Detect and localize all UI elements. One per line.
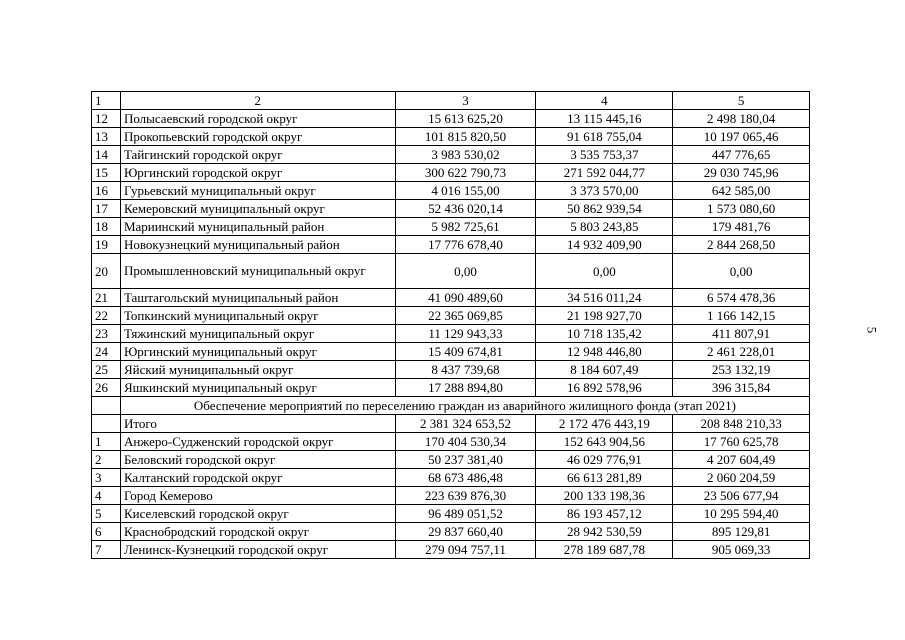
table-row: [92, 164, 810, 182]
value-col-4: 13 115 445,16: [536, 110, 673, 128]
table-row: [92, 343, 810, 361]
rows-group-c: [92, 433, 810, 559]
header-col-1: 1: [92, 92, 121, 110]
row-number: 7: [92, 541, 121, 559]
table-row: [92, 110, 810, 128]
municipality-name: Кемеровский муниципальный округ: [120, 200, 395, 218]
table-row: [92, 289, 810, 307]
table-row: [92, 433, 810, 451]
row-number: 19: [92, 236, 121, 254]
row-number: 5: [92, 505, 121, 523]
value-col-5: 6 574 478,36: [673, 289, 810, 307]
row-number: 3: [92, 469, 121, 487]
table-row: [92, 379, 810, 397]
row-number: 18: [92, 218, 121, 236]
value-col-3: 300 622 790,73: [395, 164, 536, 182]
value-col-5: 0,00: [673, 254, 810, 289]
table-row: [92, 128, 810, 146]
value-col-3: 4 016 155,00: [395, 182, 536, 200]
value-col-3: 68 673 486,48: [395, 469, 536, 487]
value-col-3: 223 639 876,30: [395, 487, 536, 505]
row-number: 17: [92, 200, 121, 218]
municipality-name: Гурьевский муниципальный округ: [120, 182, 395, 200]
table-row: [92, 146, 810, 164]
row-number: 1: [92, 433, 121, 451]
value-col-5: 895 129,81: [673, 523, 810, 541]
value-col-3: 5 982 725,61: [395, 218, 536, 236]
municipality-name: Мариинский муниципальный район: [120, 218, 395, 236]
value-col-5: 1 573 080,60: [673, 200, 810, 218]
total-col-5: 208 848 210,33: [673, 415, 810, 433]
municipality-name: Тайгинский городской округ: [120, 146, 395, 164]
section-title: Обеспечение мероприятий по переселению граждан из аварийного жилищного фонда (этап 2021): [120, 397, 809, 415]
rows-group-b: [92, 289, 810, 397]
value-col-3: 101 815 820,50: [395, 128, 536, 146]
value-col-3: 50 237 381,40: [395, 451, 536, 469]
budget-table: [91, 91, 810, 559]
value-col-4: 50 862 939,54: [536, 200, 673, 218]
row-number: 13: [92, 128, 121, 146]
header-col-3: 3: [395, 92, 536, 110]
row-number: 20: [92, 254, 121, 289]
value-col-5: 29 030 745,96: [673, 164, 810, 182]
table-row: [92, 182, 810, 200]
table-row: [92, 361, 810, 379]
header-row: [92, 92, 810, 110]
value-col-5: 4 207 604,49: [673, 451, 810, 469]
value-col-5: 447 776,65: [673, 146, 810, 164]
table-row: [92, 236, 810, 254]
total-col-4: 2 172 476 443,19: [536, 415, 673, 433]
header-col-4: 4: [536, 92, 673, 110]
value-col-4: 8 184 607,49: [536, 361, 673, 379]
row-number: 21: [92, 289, 121, 307]
value-col-3: 11 129 943,33: [395, 325, 536, 343]
value-col-3: 41 090 489,60: [395, 289, 536, 307]
value-col-4: 14 932 409,90: [536, 236, 673, 254]
total-label: Итого: [120, 415, 395, 433]
table-row: [92, 487, 810, 505]
value-col-3: 22 365 069,85: [395, 307, 536, 325]
value-col-3: 0,00: [395, 254, 536, 289]
value-col-3: 17 288 894,80: [395, 379, 536, 397]
value-col-5: 17 760 625,78: [673, 433, 810, 451]
value-col-5: 2 844 268,50: [673, 236, 810, 254]
row-number: 4: [92, 487, 121, 505]
total-empty-cell: [92, 415, 121, 433]
value-col-3: 279 094 757,11: [395, 541, 536, 559]
row-number: 12: [92, 110, 121, 128]
value-col-3: 3 983 530,02: [395, 146, 536, 164]
table-row: [92, 218, 810, 236]
row-number: 24: [92, 343, 121, 361]
value-col-5: 2 060 204,59: [673, 469, 810, 487]
total-col-3: 2 381 324 653,52: [395, 415, 536, 433]
value-col-4: 34 516 011,24: [536, 289, 673, 307]
value-col-5: 179 481,76: [673, 218, 810, 236]
value-col-4: 3 373 570,00: [536, 182, 673, 200]
municipality-name: Полысаевский городской округ: [120, 110, 395, 128]
value-col-4: 28 942 530,59: [536, 523, 673, 541]
row-number: 16: [92, 182, 121, 200]
municipality-name: Прокопьевский городской округ: [120, 128, 395, 146]
value-col-4: 21 198 927,70: [536, 307, 673, 325]
value-col-4: 152 643 904,56: [536, 433, 673, 451]
row-number: 15: [92, 164, 121, 182]
value-col-5: 10 197 065,46: [673, 128, 810, 146]
value-col-5: 411 807,91: [673, 325, 810, 343]
row-number: 6: [92, 523, 121, 541]
municipality-name: Таштагольский муниципальный район: [120, 289, 395, 307]
total-row: [92, 415, 810, 433]
value-col-3: 15 409 674,81: [395, 343, 536, 361]
municipality-name: Новокузнецкий муниципальный район: [120, 236, 395, 254]
value-col-4: 271 592 044,77: [536, 164, 673, 182]
header-col-2: 2: [120, 92, 395, 110]
municipality-name: Киселевский городской округ: [120, 505, 395, 523]
value-col-4: 46 029 776,91: [536, 451, 673, 469]
value-col-5: 642 585,00: [673, 182, 810, 200]
value-col-5: 396 315,84: [673, 379, 810, 397]
municipality-name: Калтанский городской округ: [120, 469, 395, 487]
row-number: 2: [92, 451, 121, 469]
value-col-3: 17 776 678,40: [395, 236, 536, 254]
table-row: [92, 254, 810, 289]
table-row: [92, 469, 810, 487]
municipality-name: Анжеро-Судженский городской округ: [120, 433, 395, 451]
value-col-4: 278 189 687,78: [536, 541, 673, 559]
table-row: [92, 307, 810, 325]
row-number: 23: [92, 325, 121, 343]
value-col-4: 200 133 198,36: [536, 487, 673, 505]
table-row: [92, 451, 810, 469]
row-number: 14: [92, 146, 121, 164]
municipality-name: Ленинск-Кузнецкий городской округ: [120, 541, 395, 559]
value-col-3: 15 613 625,20: [395, 110, 536, 128]
municipality-name: Город Кемерово: [120, 487, 395, 505]
municipality-name: Топкинский муниципальный округ: [120, 307, 395, 325]
table-row: [92, 200, 810, 218]
municipality-name: Юргинский городской округ: [120, 164, 395, 182]
municipality-name: Яйский муниципальный округ: [120, 361, 395, 379]
value-col-4: 5 803 243,85: [536, 218, 673, 236]
row-number: 26: [92, 379, 121, 397]
value-col-3: 52 436 020,14: [395, 200, 536, 218]
table-row: [92, 523, 810, 541]
rows-group-a: [92, 110, 810, 254]
value-col-5: 253 132,19: [673, 361, 810, 379]
value-col-5: 905 069,33: [673, 541, 810, 559]
table-row: [92, 505, 810, 523]
value-col-4: 3 535 753,37: [536, 146, 673, 164]
section-row: [92, 397, 810, 415]
value-col-4: 0,00: [536, 254, 673, 289]
row-number: 25: [92, 361, 121, 379]
value-col-4: 16 892 578,96: [536, 379, 673, 397]
page-number: 5: [864, 326, 880, 334]
table-row: [92, 541, 810, 559]
value-col-5: 10 295 594,40: [673, 505, 810, 523]
value-col-5: 1 166 142,15: [673, 307, 810, 325]
table-row: [92, 325, 810, 343]
value-col-4: 91 618 755,04: [536, 128, 673, 146]
value-col-5: 23 506 677,94: [673, 487, 810, 505]
value-col-3: 8 437 739,68: [395, 361, 536, 379]
municipality-name: Беловский городской округ: [120, 451, 395, 469]
header-col-5: 5: [673, 92, 810, 110]
value-col-5: 2 498 180,04: [673, 110, 810, 128]
row-number: 22: [92, 307, 121, 325]
value-col-4: 12 948 446,80: [536, 343, 673, 361]
value-col-3: 29 837 660,40: [395, 523, 536, 541]
value-col-4: 10 718 135,42: [536, 325, 673, 343]
value-col-5: 2 461 228,01: [673, 343, 810, 361]
municipality-name: Тяжинский муниципальный округ: [120, 325, 395, 343]
municipality-name: Яшкинский муниципальный округ: [120, 379, 395, 397]
section-empty-cell: [92, 397, 121, 415]
municipality-name: Краснобродский городской округ: [120, 523, 395, 541]
value-col-3: 96 489 051,52: [395, 505, 536, 523]
municipality-name: Юргинский муниципальный округ: [120, 343, 395, 361]
value-col-4: 66 613 281,89: [536, 469, 673, 487]
value-col-3: 170 404 530,34: [395, 433, 536, 451]
value-col-4: 86 193 457,12: [536, 505, 673, 523]
municipality-name: Промышленновский муниципальный округ: [120, 254, 395, 289]
